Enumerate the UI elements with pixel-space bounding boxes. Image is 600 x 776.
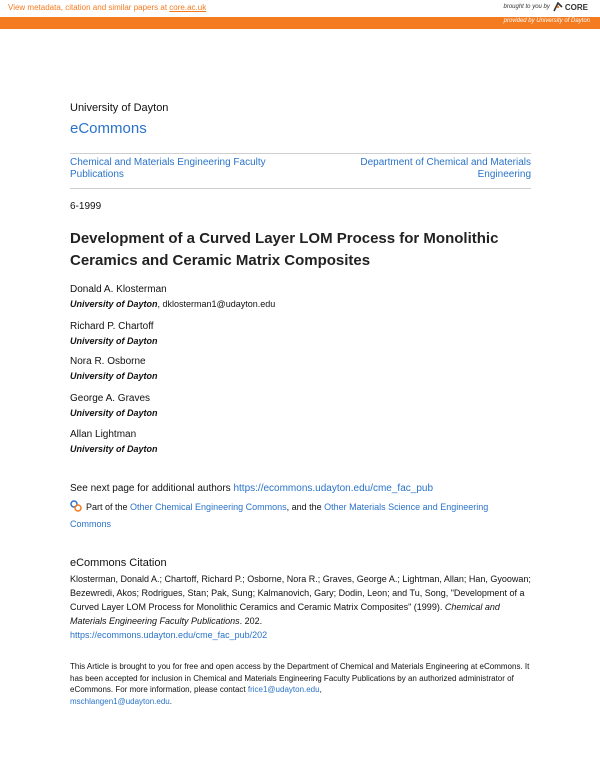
author-block [70,428,158,456]
access-notice: This Article is brought to you for free and open access by the Department of Chemical and Materials Engineering at eCommons. It has been accepted for inclusion in Chemical and Materials Engineering Faculty Publications by an authorized administrator of eCommons. For more information, please contact frice1@udayton.edu, mschlangen1@udayton.edu. [70,662,530,706]
institution-name: University of Dayton [70,102,169,114]
citation-url[interactable]: https://ecommons.udayton.edu/cme_fac_pub/202 [70,630,268,640]
author-block [70,355,158,383]
divider-top [70,153,531,154]
citation-heading: eCommons Citation [70,557,167,569]
author-block [70,283,275,311]
author-name: Donald A. Klosterman [70,284,167,295]
author-email: , dklosterman1@udayton.edu [157,299,276,309]
author-name: Richard P. Chartoff [70,321,154,332]
repository-link[interactable]: eCommons [70,120,147,137]
author-block [70,320,158,348]
author-name: George A. Graves [70,393,151,404]
provided-by: provided by University of Dayton [503,18,590,24]
author-affiliation: University of Dayton [70,336,158,346]
part-of-commons: Part of the Other Chemical Engineering Commons, and the Other Materials Science and Engineering Commons [70,502,489,529]
collection-link-left[interactable]: Chemical and Materials Engineering Faculty Publications [70,157,266,180]
citation-body: Klosterman, Donald A.; Chartoff, Richard P.; Osborne, Nora R.; Graves, George A.; Lightman, Allan; Han, Gyoowan; Bezewredi, Akos; Rodrigues, Stan; Pak, Sung; Kalmanovich, Gary; Dodin, Leon; and Tu, Song, "Development of a Curved Layer LOM Process for Monolithic Ceramics and Ceramic Matrix Composites" (1999). Chemical and Materials Engineering Faculty Publications. 202. https://ecommons.udayton.edu/cme_fac_pub/202 [70,574,531,640]
contact-email-1[interactable]: frice1@udayton.edu [247,685,320,694]
provider-bar [0,17,600,29]
divider-bottom [70,188,531,189]
see-next-label: See next page for additional authors [70,483,231,494]
commons-link-chemical[interactable]: Other Chemical Engineering Commons [130,502,287,512]
core-top-bar [0,0,600,18]
paper-title: Development of a Curved Layer LOM Process for Monolithic Ceramics and Ceramic Matrix Composites [70,230,499,269]
core-logo[interactable]: CORE [553,2,588,12]
author-block [70,392,158,420]
author-affiliation: University of Dayton, dklosterman1@udayton.edu [70,299,276,309]
collection-link-right[interactable]: Department of Chemical and Materials Engineering [360,157,531,180]
network-icon [70,500,82,517]
contact-email-2[interactable]: mschlangen1@udayton.edu [70,696,170,706]
author-name: Nora R. Osborne [70,356,146,367]
author-name: Allan Lightman [70,429,137,440]
brought-to-you: brought to you by CORE [503,2,588,12]
author-affiliation: University of Dayton [70,371,158,381]
metadata-notice: View metadata, citation and similar papers at core.ac.uk [8,3,207,12]
author-affiliation: University of Dayton [70,444,158,454]
commons-link-materials[interactable]: Other Materials Science and Engineering Commons [70,502,489,529]
publication-date: 6-1999 [70,201,102,212]
collection-url-link[interactable]: https://ecommons.udayton.edu/cme_fac_pub [233,483,434,494]
core-logo-icon [553,2,563,12]
author-affiliation: University of Dayton [70,408,158,418]
see-next-page [70,483,433,494]
citation-journal: Chemical and Materials Engineering Faculty Publications [70,602,500,626]
core-link[interactable]: core.ac.uk [169,3,207,12]
